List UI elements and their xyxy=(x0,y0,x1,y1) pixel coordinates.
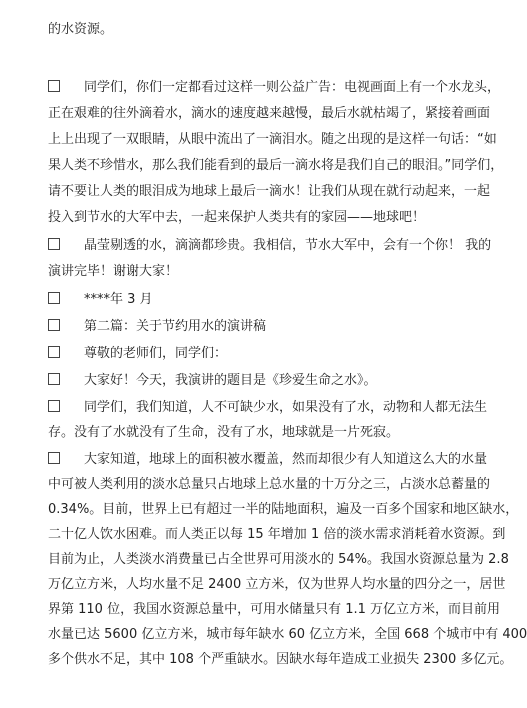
checkbox-glyph xyxy=(48,292,60,304)
text-line: 上上出现了一双眼睛，从眼中流出了一滴泪水。随之出现的是这样一句话：“如 xyxy=(48,132,497,147)
text-line: 同学们，我们知道，人不可缺少水，如果没有了水，动物和人都无法生 xyxy=(48,400,460,416)
checkbox-glyph xyxy=(48,373,60,385)
text-line: 万亿立方米，人均水量不足 2400 立方米，仅为世界人均水量的四分之一，居世 xyxy=(48,577,506,592)
text-line: 中可被人类利用的淡水总量只占地球上总水量的十万分之三，占淡水总蓄量的 xyxy=(48,477,491,492)
text-line: ****年 3 月 xyxy=(48,292,460,308)
text-line: 0.34%。目前，世界上已有超过一半的陆地面积，遍及一百多个国家和地区缺水， xyxy=(48,502,519,517)
text-line: 的水资源。 xyxy=(48,22,114,37)
text-line: 大家好！今天，我演讲的题目是《珍爱生命之水》。 xyxy=(48,373,460,389)
text-line: 果人类不珍惜水，那么我们能看到的最后一滴水将是我们自己的眼泪。”同学们， xyxy=(48,158,504,173)
text-line: 请不要让人类的眼泪成为地球上最后一滴水！让我们从现在就行动起来，一起 xyxy=(48,184,491,199)
text-line: 存。没有了水就没有了生命，没有了水，地球就是一片死寂。 xyxy=(48,425,400,440)
checkbox-glyph xyxy=(48,452,60,464)
text-line: 尊敬的老师们，同学们： xyxy=(48,346,460,362)
text-line: 演讲完毕！谢谢大家！ xyxy=(48,264,179,279)
text-line: 水量已达 5600 亿立方米，城市每年缺水 60 亿立方米，全国 668 个城市中有 400 xyxy=(48,627,527,642)
text-line: 正在艰难的往外滴着水，滴水的速度越来越慢，最后水就枯竭了，紧接着画面 xyxy=(48,106,491,121)
checkbox-glyph xyxy=(48,400,60,412)
text-line: 二十亿人饮水困难。而人类正以每 15 年增加 1 倍的淡水需求消耗着水资源。到 xyxy=(48,527,506,542)
checkbox-glyph xyxy=(48,346,60,358)
text-line: 界第 110 位，我国水资源总量中，可用水储量只有 1.1 万亿立方米，而目前用 xyxy=(48,602,501,617)
text-line: 大家知道，地球上的面积被水覆盖，然而却很少有人知道这么大的水量 xyxy=(48,452,460,468)
text-line: 目前为止，人类淡水消费量已占全世界可用淡水的 54%。我国水资源总量为 2.8 xyxy=(48,552,509,567)
text-line: 投入到节水的大军中去，一起来保护人类共有的家园——地球吧！ xyxy=(48,210,426,225)
checkbox-glyph xyxy=(48,319,60,331)
text-line: 多个供水不足，其中 108 个严重缺水。因缺水每年造成工业损失 2300 多亿元。 xyxy=(48,652,513,667)
text-line: 第二篇：关于节约用水的演讲稿 xyxy=(48,319,460,335)
checkbox-glyph xyxy=(48,80,60,92)
checkbox-glyph xyxy=(48,238,60,250)
text-line: 晶莹剔透的水，滴滴都珍贵。我相信，节水大军中，会有一个你！ 我的 xyxy=(48,238,460,254)
text-line: 同学们，你们一定都看过这样一则公益广告：电视画面上有一个水龙头， xyxy=(48,80,460,96)
